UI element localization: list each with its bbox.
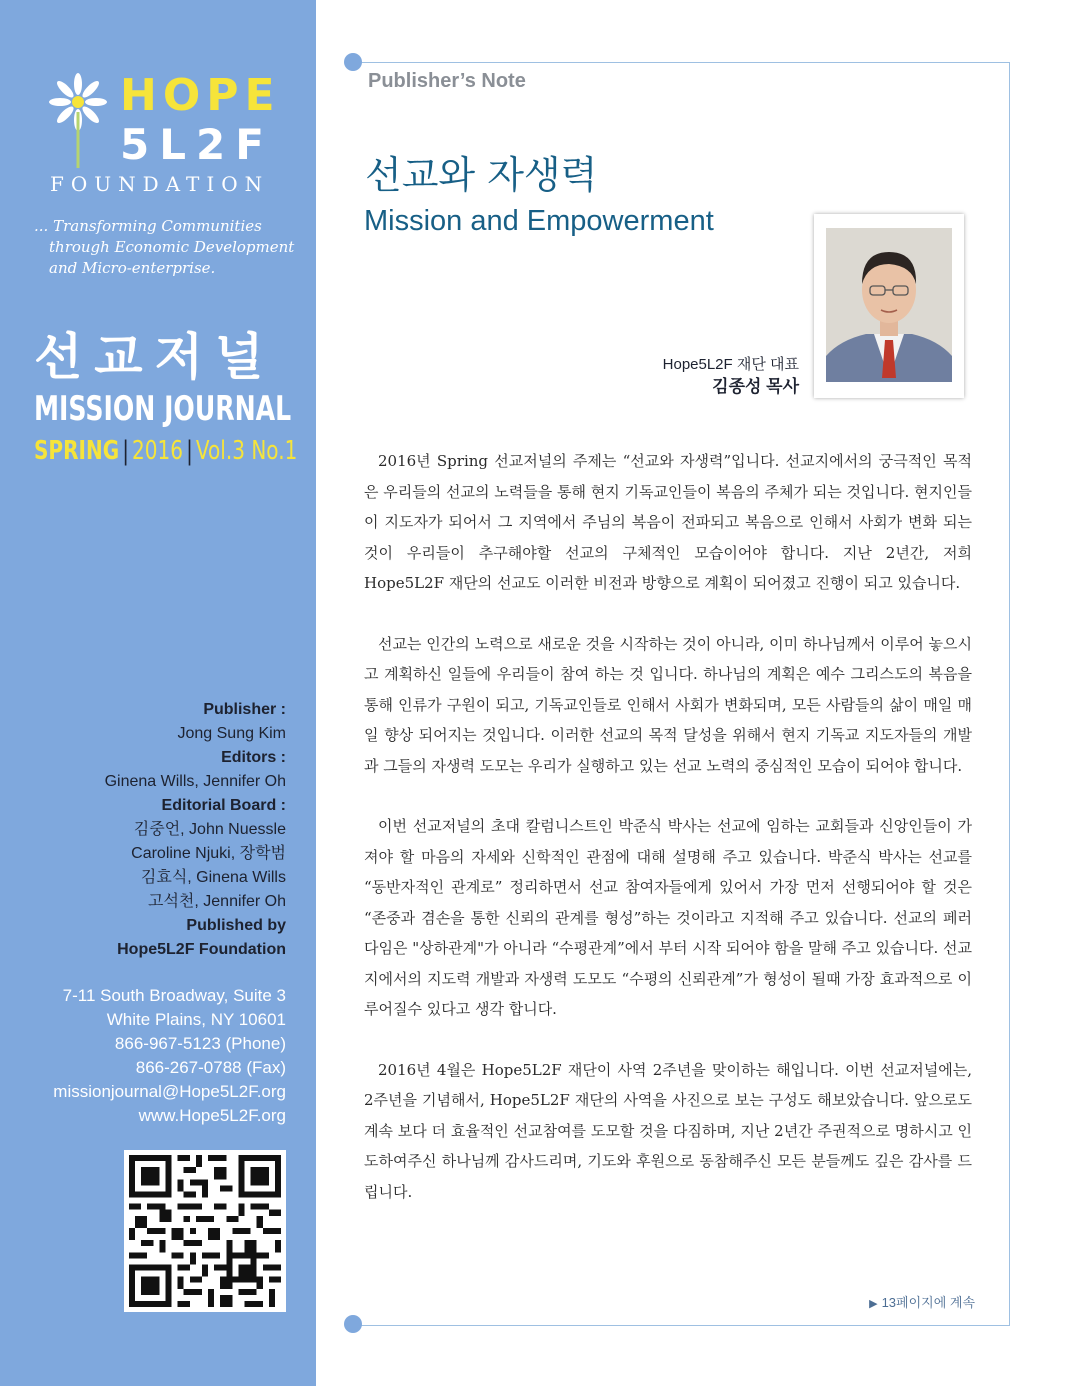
address-line: 7-11 South Broadway, Suite 3 <box>62 986 286 1005</box>
article-title-english: Mission and Empowerment <box>364 205 714 237</box>
credits-block <box>16 698 286 962</box>
fax-number: 866-267-0788 (Fax) <box>135 1058 286 1077</box>
publisher-label: Publisher : <box>203 701 286 718</box>
editorial-board-value: Caroline Njuki, 장학범 <box>131 845 286 862</box>
publisher-value: Jong Sung Kim <box>177 725 286 742</box>
editors-label: Editors : <box>221 749 286 766</box>
issue-volume: Vol.3 No.1 <box>195 436 298 466</box>
logo-code-text: 5L2F <box>120 120 274 169</box>
continue-link[interactable] <box>869 1292 975 1311</box>
sidebar <box>0 0 316 1386</box>
article-body <box>364 446 972 1237</box>
body-paragraph: 선교는 인간의 노력으로 새로운 것을 시작하는 것이 아니라, 이미 하나님께서 이루어 놓으시고 계획하신 일들에 우리들이 참여 하는 것 입니다. 하나님의 계획은 예수 그리스도의 복음을 통해 인류가 구원이 되고, 기독교인들로 인해서 사회가 변화되며, 모든 사람들의 삶이 매일 매일 향상 되어지는 것입니다. 이러한 선교의 목적 달성을 위해서 현지 기독교 지도자들의 개발과 그들의 자생력 도모는 우리가 실행하고 있는 선교 노력의 중심적인 모습이 되어야 합니다. <box>364 634 972 775</box>
body-paragraph: 2016년 Spring 선교저널의 주제는 “선교와 자생력”입니다. 선교지에서의 궁극적인 목적은 우리들의 선교의 노력들을 통해 현지 기독교인들이 복음의 주체가 되는 것입니다. 현지인들이 지도자가 되어서 그 지역에서 주님의 복음이 전파되고 복음으로 인해서 사회가 변화 되는 것이 우리들이 추구해야할 선교의 구체적인 모습이어야 합니다. 지난 2년간, 저희 Hope5L2F 재단의 선교도 이러한 비전과 방향으로 계획이 되어졌고 진행이 되고 있습니다. <box>364 452 972 592</box>
body-paragraph: 2016년 4월은 Hope5L2F 재단이 사역 2주년을 맞이하는 해입니다. 이번 선교저널에는, 2주년을 기념해서, Hope5L2F 재단의 사역을 사진으로 보는 구성도 해보았습니다. 앞으로도 계속 보다 더 효율적인 선교참여를 도모할 것을 다짐하며, 지난 2년간 주권적으로 명하시고 인도하여주신 하나님께 감사드리며, 기도와 후원으로 동참해주신 모든 분들께도 깊은 감사를 드립니다. <box>364 1060 972 1201</box>
journal-title-korean: 선교저널 <box>34 328 276 386</box>
qr-code-icon <box>129 1155 281 1307</box>
journal-title-english: MISSION JOURNAL <box>34 389 292 429</box>
website-link[interactable]: www.Hope5L2F.org <box>138 1106 286 1125</box>
author-photo <box>826 228 952 382</box>
author-info <box>663 354 799 398</box>
address-line: White Plains, NY 10601 <box>106 1010 286 1029</box>
editorial-board-value: 김효식, Ginena Wills <box>140 869 286 886</box>
author-photo-frame <box>814 214 964 398</box>
issue-year: 2016 <box>132 436 184 466</box>
qr-code[interactable] <box>124 1150 286 1312</box>
published-by-value: Hope5L2F Foundation <box>117 941 286 958</box>
author-name: 김종성 목사 <box>712 377 799 396</box>
issue-line: SPRING | 2016 | Vol.3 No.1 <box>34 436 298 466</box>
flower-icon <box>44 72 114 172</box>
frame-corner-dot <box>344 1315 362 1333</box>
editors-value: Ginena Wills, Jennifer Oh <box>104 773 286 790</box>
issue-season: SPRING <box>34 436 120 466</box>
author-organization: Hope5L2F 재단 대표 <box>662 356 799 373</box>
hope5l2f-logo <box>44 72 294 202</box>
editorial-board-value: 김중언, John Nuessle <box>133 821 286 838</box>
logo-foundation-text: FOUNDATION <box>50 172 270 196</box>
published-by-label: Published by <box>186 917 286 934</box>
phone-number: 866-967-5123 (Phone) <box>114 1034 286 1053</box>
tagline <box>34 216 304 279</box>
logo-hope-text: HOPE <box>120 70 281 121</box>
tagline-line: ... Transforming Communities <box>34 217 262 235</box>
editorial-board-value: 고석천, Jennifer Oh <box>148 893 286 910</box>
continue-label: 13페이지에 계속 <box>881 1295 975 1310</box>
article-title-korean: 선교와 자생력 <box>365 153 598 197</box>
frame-corner-dot <box>344 53 362 71</box>
author-portrait-image <box>826 228 952 382</box>
editorial-board-label: Editorial Board : <box>161 797 286 814</box>
email-link[interactable]: missionjournal@Hope5L2F.org <box>53 1082 286 1101</box>
body-paragraph: 이번 선교저널의 초대 칼럼니스트인 박준식 박사는 선교에 임하는 교회들과 신앙인들이 가져야 할 마음의 자세와 신학적인 관점에 대해 설명해 주고 있습니다. 박준식 박사는 선교를 “동반자적인 관계로” 정리하면서 선교 참여자들에게 있어서 가장 먼저 선행되어야 할 것은 “존중과 겸손을 통한 신뢰의 관계를 형성”하는 것이라고 지적해 주고 있습니다. 선교의 페러다임은 "상하관계"가 아니라 “수평관계”에서 부터 시작 되어야 함을 말해 주고 있습니다. 선교지에서의 지도력 개발과 자생력 도모도 “수평의 신뢰관계”가 형성이 될때 가장 효과적으로 이루어질수 있다고 생각 합니다. <box>364 817 972 1018</box>
section-label: Publisher’s Note <box>368 70 526 92</box>
tagline-line: and Micro-enterprise. <box>49 259 216 277</box>
contact-block <box>6 984 286 1128</box>
play-arrow-icon: ▶ <box>869 1298 878 1310</box>
tagline-line: through Economic Development <box>49 238 295 256</box>
